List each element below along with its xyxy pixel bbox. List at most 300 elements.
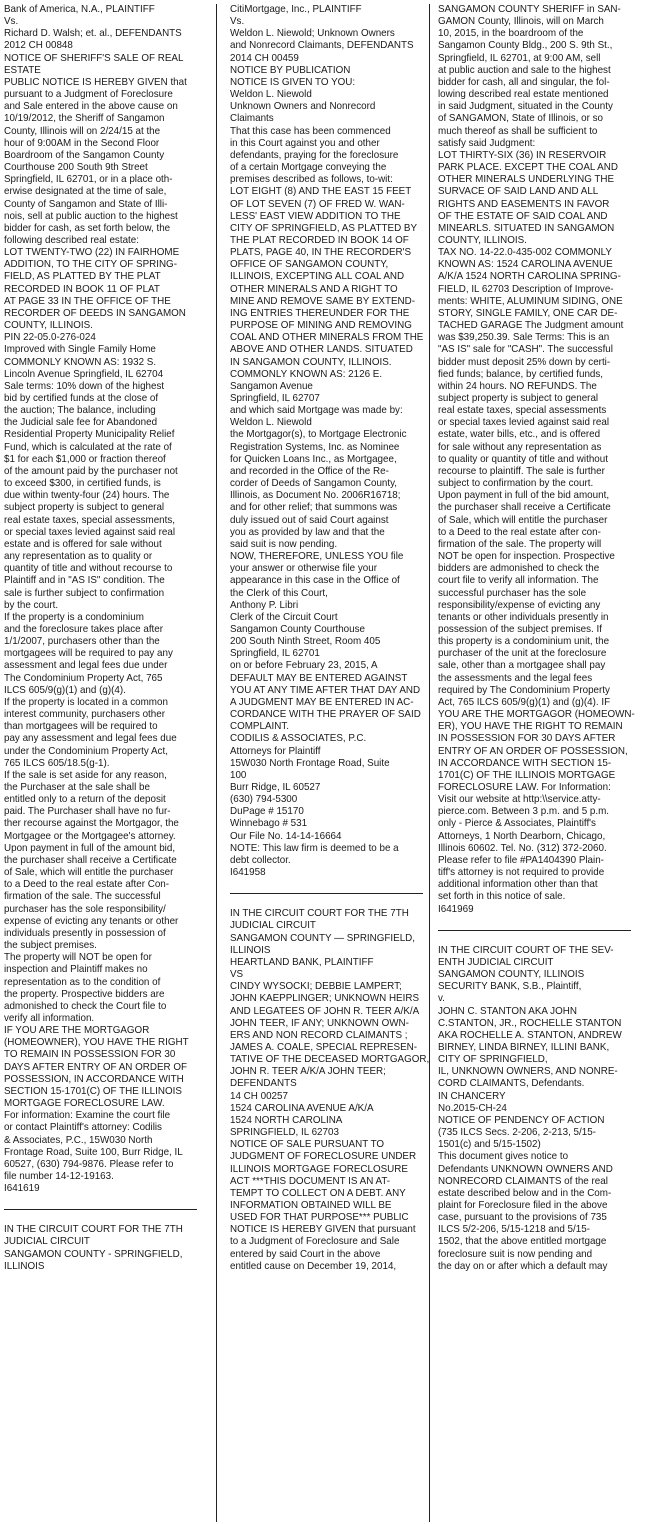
- notice-line: NONRECORD CLAIMANTS of the real: [438, 1175, 608, 1187]
- notice-line: LOT EIGHT (8) AND THE EAST 15 FEET: [230, 186, 412, 198]
- notice-line: 1501(c) and 5/15-1502): [438, 1139, 541, 1151]
- notice-line: ER), YOU HAVE THE RIGHT TO REMAIN: [438, 721, 623, 733]
- notice-line: estate described below and in the Com-: [438, 1187, 612, 1199]
- notice-line: duly issued out of said Court against: [230, 514, 389, 526]
- notice-line: Springfield, IL 62701: [230, 648, 320, 660]
- notice-line: TEMPT TO COLLECT ON A DEBT. ANY: [230, 1187, 406, 1199]
- notice-line: Upon payment in full of the amount bid,: [4, 842, 176, 854]
- notice-line: bidder must deposit 25% down by certi-: [438, 356, 611, 368]
- notice-line: 1701(C) OF THE ILLINOIS MORTGAGE: [438, 769, 616, 781]
- notice-line: successful purchaser has the sole: [438, 587, 587, 599]
- notice-line: OFFICE OF SANGAMON COUNTY,: [230, 259, 389, 271]
- notice-line: due within twenty-four (24) hours. The: [4, 490, 170, 502]
- notice-line: case, pursuant to the provisions of 735: [438, 1212, 607, 1224]
- notice-line: SURVACE OF SAID LAND AND ALL: [438, 186, 599, 198]
- notice-line: FIELD, AS PLATTED BY THE PLAT: [4, 271, 161, 283]
- notice-line: the assessments and the legal fees: [438, 672, 593, 684]
- notice-line: Plaintiff and in "AS IS" condition. The: [4, 575, 165, 587]
- notice-line: CitiMortgage, Inc., PLAINTIFF: [230, 4, 362, 15]
- notice-line: (HOMEOWNER), YOU HAVE THE RIGHT: [4, 1037, 189, 1049]
- notice-line: possession of the subject premises. If: [438, 623, 602, 635]
- notice-line: assessment and legal fees due under: [4, 660, 168, 672]
- notice-line: appearance in this case in the Office of: [230, 575, 400, 587]
- notice-line: INFORMATION OBTAINED WILL BE: [230, 1200, 392, 1211]
- notice-line: If the property is located in a common: [4, 696, 168, 708]
- notice-line: SANGAMON COUNTY - SPRINGFIELD,: [4, 1248, 183, 1260]
- notice-line: Frontage Road, Suite 100, Burr Ridge, IL: [4, 1146, 183, 1158]
- notice-line: for sale without any representation as: [438, 441, 602, 453]
- notice-line: SANGAMON COUNTY — SPRINGFIELD,: [230, 932, 415, 944]
- notice-line: Lincoln Avenue Springfield, IL 62704: [4, 368, 164, 380]
- notice-line: Springfield, IL 62707: [230, 393, 320, 404]
- notice-line: 1502, that the above entitled mortgage: [438, 1236, 607, 1248]
- notice-line: in this Court against you and other: [230, 137, 380, 149]
- notice-line: AND LEGATEES OF JOHN R. TEER A/K/A: [230, 1005, 420, 1017]
- notice-line: IN THE CIRCUIT COURT OF THE SEV-: [438, 944, 614, 956]
- notice-line: NOTICE BY PUBLICATION: [230, 64, 351, 76]
- notice-line: That this case has been commenced: [230, 125, 391, 137]
- notice-line: NOT be open for inspection. Prospective: [438, 551, 615, 563]
- notice-line: responsibility/expense of evicting any: [438, 599, 601, 611]
- notice-line: No.2015-CH-24: [438, 1102, 507, 1114]
- legal-notice: [230, 908, 433, 1273]
- notice-line: Winnebago # 531: [230, 818, 308, 830]
- notice-line: FIELD, IL 62703 Description of Improve-: [438, 283, 614, 295]
- notice-line: NOTICE IS HEREBY GIVEN that pursuant: [230, 1224, 416, 1236]
- notice-line: Registration Systems, Inc. as Nominee: [230, 441, 400, 453]
- notice-line: file number 14-12-19163.: [4, 1171, 114, 1182]
- notice-line: I641969: [438, 903, 474, 915]
- notice-line: CORDANCE WITH THE PRAYER OF SAID: [230, 709, 421, 721]
- notice-line: SECURITY BANK, S.B., Plaintiff,: [438, 981, 582, 993]
- notice-line: Sangamon County Bldg., 200 S. 9th St.,: [438, 40, 613, 52]
- notice-line: tiff's attorney is not required to provide: [438, 867, 605, 879]
- notice-line: nois, sell at public auction to the highest: [4, 210, 178, 222]
- notice-line: to a Deed to the real estate after Con-: [4, 879, 170, 891]
- notice-line: additional information other than that: [438, 879, 598, 891]
- notice-line: Attorneys for Plaintiff: [230, 745, 321, 757]
- notice-line: debt collector.: [230, 854, 291, 866]
- notice-line: Sangamon County Courthouse: [230, 623, 365, 635]
- notice-line: If the sale is set aside for any reason,: [4, 769, 167, 781]
- notice-line: Springfield, IL 62701, at 9:00 AM, sell: [438, 52, 601, 64]
- notice-line: purchaser of the unit at the foreclosure: [438, 648, 607, 660]
- notice-line: 2014 CH 00459: [230, 52, 299, 64]
- notice-line: interest community, purchasers other: [4, 709, 166, 721]
- notice-line: the subject premises.: [4, 940, 97, 952]
- notice-line: ADDITION, TO THE CITY OF SPRING-: [4, 259, 177, 271]
- legal-notice: [4, 4, 207, 1195]
- notice-line: bidders are admonished to check the: [438, 563, 600, 575]
- notice-line: I641619: [4, 1183, 40, 1195]
- notice-line: ERS AND NON RECORD CLAIMANTS ;: [230, 1029, 408, 1041]
- notice-line: AT PAGE 33 IN THE OFFICE OF THE: [4, 295, 171, 307]
- notice-line: estate, water bills, etc., and is offered: [438, 429, 601, 441]
- notice-line: foreclosure suit is now pending and: [438, 1248, 593, 1260]
- notice-line: CITY OF SPRINGFIELD,: [438, 1054, 548, 1066]
- notice-line: Sangamon Avenue: [230, 380, 313, 392]
- notice-line: COUNTY, ILLINOIS.: [438, 234, 527, 246]
- notice-line: Act, 765 ILCS 605/9(g)(1) and (g)(4). IF: [438, 696, 611, 708]
- notice-line: or special taxes levied against said real: [438, 417, 610, 429]
- notice-line: GAMON County, Illinois, will on March: [438, 16, 604, 28]
- notice-line: Our File No. 14-14-16664: [230, 830, 342, 842]
- notice-line: under the Condominium Property Act,: [4, 745, 168, 757]
- notice-line: ILLINOIS MORTGAGE FORECLOSURE: [230, 1163, 408, 1175]
- notice-line: POSSESSION, IN ACCORDANCE WITH: [4, 1073, 184, 1085]
- notice-line: This document gives notice to: [438, 1151, 569, 1163]
- notice-line: subject property is subject to general: [4, 502, 165, 514]
- notice-line: JOHN TEER, IF ANY; UNKNOWN OWN-: [230, 1017, 409, 1029]
- notice-line: v.: [438, 993, 445, 1005]
- notice-line: pierce.com. Between 3 p.m. and 5 p.m.: [438, 806, 610, 818]
- notice-line: the property. Prospective bidders are: [4, 988, 165, 1000]
- notice-line: or special taxes levied against said real: [4, 526, 176, 538]
- notice-line: TAX NO. 14-22.0-435-002 COMMONLY: [438, 247, 612, 259]
- notice-line: MINE AND REMOVE SAME BY EXTEND-: [230, 295, 416, 307]
- notice-line: Weldon L. Niewold: [230, 89, 312, 101]
- notice-line: 10/19/2012, the Sheriff of Sangamon: [4, 113, 165, 125]
- notice-line: SANGAMON COUNTY, ILLINOIS: [438, 969, 585, 981]
- notice-line: IN SANGAMON COUNTY, ILLINOIS.: [230, 356, 392, 368]
- notice-separator: [438, 930, 631, 931]
- notice-line: individuals presently in possession of: [4, 927, 166, 939]
- notice-line: ACT ***THIS DOCUMENT IS AN AT-: [230, 1175, 391, 1187]
- notice-line: and the foreclosure takes place after: [4, 623, 164, 635]
- notice-line: 1524 CAROLINA AVENUE A/K/A: [230, 1102, 374, 1114]
- notice-line: your answer or otherwise file your: [230, 563, 377, 575]
- notice-line: on or before February 23, 2015, A: [230, 660, 378, 672]
- notice-line: NOTICE OF SALE PURSUANT TO: [230, 1139, 385, 1151]
- notice-line: DAYS AFTER ENTRY OF AN ORDER OF: [4, 1061, 188, 1073]
- notice-line: verify all information.: [4, 1012, 95, 1024]
- legal-notice: [438, 4, 641, 916]
- notice-line: Richard D. Walsh; et. al., DEFENDANTS: [4, 28, 182, 40]
- notice-line: of the amount paid by the purchaser not: [4, 465, 178, 477]
- notice-line: Anthony P. Libri: [230, 599, 299, 611]
- notice-line: Bank of America, N.A., PLAINTIFF: [4, 4, 155, 15]
- notice-line: FORECLOSURE LAW. For Information:: [438, 782, 611, 793]
- notice-line: JUDICIAL CIRCUIT: [4, 1236, 90, 1248]
- notice-line: RECORDER OF DEEDS IN SANGAMON: [4, 307, 186, 319]
- notice-line: 200 South Ninth Street, Room 405: [230, 636, 381, 648]
- notice-line: the purchaser shall receive a Certificate: [438, 502, 611, 514]
- notice-line: PIN 22-05.0-276-024: [4, 332, 96, 344]
- notice-line: JOHN C. STANTON AKA JOHN: [438, 1005, 577, 1017]
- notice-line: entered by said Court in the above: [230, 1248, 381, 1260]
- notice-line: any representation as to quality or: [4, 551, 153, 563]
- notice-line: said suit is now pending.: [230, 538, 338, 550]
- notice-line: ILCS 5/2-206, 5/15-1218 and 5/15-: [438, 1224, 590, 1236]
- notice-line: expense of evicting any tenants or other: [4, 915, 179, 927]
- notice-line: $1 for each $1,000 or fraction thereof: [4, 453, 166, 465]
- notice-line: and Nonrecord Claimants, DEFENDANTS: [230, 40, 414, 52]
- column-3: [438, 4, 641, 1520]
- notice-line: sale is further subject to confirmation: [4, 587, 165, 599]
- notice-line: by the court.: [4, 599, 59, 611]
- notice-line: mortgagees will be required to pay any: [4, 648, 173, 660]
- notice-line: RIGHTS AND EASEMENTS IN FAVOR: [438, 198, 610, 210]
- notice-line: sale, other than a mortgagee shall pay: [438, 660, 606, 672]
- notice-line: ABOVE AND OTHER LANDS. SITUATED: [230, 344, 413, 356]
- notice-line: real estate taxes, special assessments,: [4, 514, 176, 526]
- notice-line: admonished to check the Court file to: [4, 1000, 167, 1012]
- notice-line: defendants, praying for the foreclosure: [230, 149, 399, 161]
- notice-line: and Sale entered in the above cause on: [4, 101, 178, 113]
- notice-line: entitled only to a return of the deposit: [4, 794, 166, 806]
- notice-line: the Mortgagor(s), to Mortgage Electronic: [230, 429, 407, 441]
- notice-line: of SANGAMON, State of Illinois, or so: [438, 113, 603, 125]
- notice-line: 765 ILCS 605/18.5(g-1).: [4, 757, 110, 769]
- notice-line: OTHER MINERALS UNDERLYING THE: [438, 174, 615, 186]
- notice-line: (735 ILCS Secs. 2-206, 2-213, 5/15-: [438, 1127, 596, 1139]
- notice-line: IF YOU ARE THE MORTGAGOR: [4, 1025, 150, 1037]
- notice-line: and which said Mortgage was made by:: [230, 405, 403, 417]
- notice-line: PURPOSE OF MINING AND REMOVING: [230, 320, 412, 332]
- notice-line: Sale terms: 10% down of the highest: [4, 380, 165, 392]
- notice-line: of Sale, which will entitle the purchaser: [438, 514, 608, 526]
- notice-line: VS: [230, 969, 244, 981]
- notice-line: LOT THIRTY-SIX (36) IN RESERVOIR: [438, 149, 607, 161]
- notice-line: Please refer to file #PA1404390 Plain-: [438, 854, 604, 866]
- notice-line: DEFENDANTS: [230, 1078, 297, 1090]
- notice-line: ILCS 605/9(g)(1) and (g)(4).: [4, 684, 126, 696]
- notice-line: within 24 hours. NO REFUNDS. The: [438, 380, 597, 392]
- notice-line: only - Pierce & Associates, Plaintiff's: [438, 818, 596, 830]
- notice-line: subject to confirmation by the court.: [438, 478, 594, 490]
- notice-line: bidder for cash, as set forth below, the: [4, 222, 171, 234]
- notice-line: C.STANTON, JR., ROCHELLE STANTON: [438, 1017, 622, 1029]
- notice-line: AKA ROCHELLE A. STANTON, ANDREW: [438, 1029, 622, 1041]
- notice-line: pursuant to a Judgment of Foreclosure: [4, 89, 173, 101]
- notice-line: PUBLIC NOTICE IS HEREBY GIVEN that: [4, 76, 187, 88]
- notice-line: to a Deed to the real estate after con-: [438, 526, 601, 538]
- notice-line: Defendants UNKNOWN OWNERS AND: [438, 1163, 613, 1175]
- notice-line: bidder for cash, all and singular, the fol-: [438, 76, 610, 88]
- notice-line: NOTICE OF PENDENCY OF ACTION: [438, 1114, 605, 1126]
- notice-line: 2012 CH 00848: [4, 40, 73, 52]
- notice-line: the Judicial sale fee for Abandoned: [4, 417, 158, 429]
- notice-line: JAMES A. COALE, SPECIAL REPRESEN-: [230, 1041, 418, 1053]
- notice-line: erwise designated at the time of sale,: [4, 186, 167, 198]
- notice-line: BIRNEY, LINDA BIRNEY, ILLINI BANK,: [438, 1041, 610, 1053]
- notice-line: Clerk of the Circuit Court: [230, 611, 338, 623]
- notice-line: or contact Plaintiff's attorney: Codilis: [4, 1122, 162, 1134]
- notice-line: The Condominium Property Act, 765: [4, 672, 163, 684]
- notice-line: COMPLAINT.: [230, 721, 290, 733]
- notice-line: ILLINOIS: [4, 1260, 45, 1272]
- notice-line: to a Judgment of Foreclosure and Sale: [230, 1236, 400, 1248]
- notice-separator: [4, 1209, 197, 1210]
- notice-line: of a certain Mortgage conveying the: [230, 162, 387, 174]
- notice-line: 1524 NORTH CAROLINA: [230, 1114, 343, 1126]
- notice-line: firmation of the sale. The property will: [438, 538, 602, 550]
- notice-line: ESTATE: [4, 64, 41, 76]
- notice-line: NOTE: This law firm is deemed to be a: [230, 842, 399, 854]
- notice-line: 1/1/2007, purchasers other than the: [4, 636, 160, 648]
- notice-line: fied funds; balance, by certified funds,: [438, 368, 604, 380]
- notice-line: subject property is subject to general: [438, 393, 599, 404]
- notice-line: TACHED GARAGE The Judgment amount: [438, 320, 624, 332]
- notice-line: Visit our website at http:\\service.atty-: [438, 794, 601, 806]
- notice-line: For information: Examine the court file: [4, 1110, 171, 1122]
- notice-line: pay any assessment and legal fees due: [4, 733, 177, 745]
- notice-line: satisfy said Judgment:: [438, 137, 536, 149]
- notice-line: required by The Condominium Property: [438, 684, 610, 696]
- notice-line: estate and is offered for sale without: [4, 538, 162, 550]
- notice-line: IN THE CIRCUIT COURT FOR THE 7TH: [4, 1224, 183, 1236]
- notice-line: Burr Ridge, IL 60527: [230, 782, 321, 793]
- notice-line: Upon payment in full of the bid amount,: [438, 490, 610, 502]
- notice-line: NOTICE OF SHERIFF'S SALE OF REAL: [4, 52, 184, 64]
- column-2: [230, 4, 433, 1520]
- notice-line: COUNTY, ILLINOIS.: [4, 320, 93, 332]
- notice-line: bid by certified funds at the close of: [4, 393, 159, 404]
- notice-line: OTHER MINERALS AND A RIGHT TO: [230, 283, 398, 295]
- notice-line: THE PLAT RECORDED IN BOOK 14 OF: [230, 234, 409, 246]
- notice-line: of Sale, which will entitle the purchaser: [4, 867, 174, 879]
- notice-line: court file to verify all information. The: [438, 575, 599, 587]
- notice-line: 60527, (630) 794-9876. Please refer to: [4, 1158, 174, 1170]
- notice-line: Residential Property Municipality Relief: [4, 429, 175, 441]
- notice-line: and recorded in the Office of the Re-: [230, 465, 389, 477]
- notice-line: than mortgagees will be required to: [4, 721, 158, 733]
- notice-line: representation as to the condition of: [4, 976, 161, 988]
- notice-line: was $39,250.39. Sale Terms: This is an: [438, 332, 610, 344]
- notice-line: JUDICIAL CIRCUIT: [230, 920, 316, 932]
- notice-line: CODILIS & ASSOCIATES, P.C.: [230, 733, 367, 745]
- notice-line: STORY, SINGLE FAMILY, ONE CAR DE-: [438, 307, 618, 319]
- legal-notice: [4, 1224, 207, 1273]
- notice-line: COMMONLY KNOWN AS: 1932 S.: [4, 356, 157, 368]
- notice-line: at public auction and sale to the highest: [438, 64, 611, 76]
- notice-line: Boardroom of the Sangamon County: [4, 149, 165, 161]
- notice-line: tenants or other individuals presently in: [438, 611, 609, 623]
- notice-line: purchaser has the sole responsibility/: [4, 903, 166, 915]
- notice-line: Weldon L. Niewold; Unknown Owners: [230, 28, 395, 40]
- notice-line: Springfield, IL 62701, or in a place oth-: [4, 174, 173, 186]
- notice-line: ING ENTRIES THEREUNDER FOR THE: [230, 307, 410, 319]
- notice-line: MINEARLS. SITUATED IN SANGAMON: [438, 222, 615, 234]
- notice-line: ENTH JUDICIAL CIRCUIT: [438, 956, 554, 968]
- notice-separator: [230, 893, 423, 894]
- notice-line: SANGAMON COUNTY SHERIFF in SAN-: [438, 4, 621, 15]
- notice-line: set forth in this notice of sale.: [438, 891, 566, 903]
- notice-line: premises described as follows, to-wit:: [230, 174, 393, 186]
- notice-line: County of Sangamon and State of Illi-: [4, 198, 168, 210]
- notice-line: OF LOT SEVEN (7) OF FRED W. WAN-: [230, 198, 405, 210]
- notice-line: RECORDED IN BOOK 11 OF PLAT: [4, 283, 160, 295]
- notice-line: Fund, which is calculated at the rate of: [4, 441, 172, 453]
- notice-line: Improved with Single Family Home: [4, 344, 156, 356]
- notice-line: 10, 2015, in the boardroom of the: [438, 28, 584, 40]
- notice-line: firmation of the sale. The successful: [4, 891, 161, 903]
- notice-line: The property will NOT be open for: [4, 952, 152, 964]
- notice-line: Illinois, as Document No. 2006R16718;: [230, 490, 401, 502]
- notice-line: much thereof as shall be sufficient to: [438, 125, 598, 137]
- notice-line: Illinois 60602. Tel. No. (312) 372-2060.: [438, 842, 607, 854]
- notice-line: County, Illinois will on 2/24/15 at the: [4, 125, 161, 137]
- notice-line: ENTRY OF AN ORDER OF POSSESSION,: [438, 745, 628, 757]
- notice-line: & Associates, P.C., 15W030 North: [4, 1134, 153, 1146]
- notice-line: DuPage # 15170: [230, 806, 304, 818]
- notice-line: IN ACCORDANCE WITH SECTION 15-: [438, 757, 612, 769]
- notice-line: Vs.: [230, 16, 245, 28]
- notice-line: PARK PLACE. EXCEPT THE COAL AND: [438, 162, 618, 174]
- notice-line: ILLINOIS: [230, 944, 271, 956]
- notice-line: (630) 794-5300: [230, 794, 298, 806]
- notice-line: "AS IS" sale for "CASH". The successful: [438, 344, 613, 356]
- legal-notice: [438, 945, 641, 1273]
- notice-line: the purchaser shall receive a Certificate: [4, 854, 177, 866]
- notice-line: USED FOR THAT PURPOSE*** PUBLIC: [230, 1212, 409, 1224]
- notice-line: and for other relief; that summons was: [230, 502, 398, 514]
- column-divider: [429, 4, 430, 1522]
- notice-line: IN THE CIRCUIT COURT FOR THE 7TH: [230, 908, 409, 920]
- notice-line: recourse to plaintiff. The sale is further: [438, 465, 605, 477]
- notice-line: TATIVE OF THE DECEASED MORTGAGOR,: [230, 1054, 430, 1066]
- notice-line: PLATS, PAGE 40, IN THE RECORDER'S: [230, 247, 412, 259]
- notice-line: A/K/A 1524 NORTH CAROLINA SPRING-: [438, 271, 621, 283]
- notice-line: real estate taxes, special assessments: [438, 405, 607, 417]
- notice-line: HEARTLAND BANK, PLAINTIFF: [230, 956, 374, 968]
- notice-line: Attorneys, 1 North Dearborn, Chicago,: [438, 830, 606, 842]
- notice-line: in said Judgment, situated in the County: [438, 101, 613, 113]
- notice-line: Claimants: [230, 113, 274, 125]
- notice-line: A JUDGMENT MAY BE ENTERED IN AC-: [230, 696, 414, 708]
- notice-line: JUDGMENT OF FORECLOSURE UNDER: [230, 1151, 417, 1163]
- notice-line: Courthouse 200 South 9th Street: [4, 162, 148, 174]
- notice-line: for Quicken Loans Inc., as Mortgagee,: [230, 453, 397, 465]
- notice-line: OF THE ESTATE OF SAID COAL AND: [438, 210, 608, 222]
- notice-line: CINDY WYSOCKI; DEBBIE LAMPERT;: [230, 981, 402, 993]
- notice-line: ments: WHITE, ALUMINUM SIDING, ONE: [438, 295, 623, 307]
- notice-line: KNOWN AS: 1524 CAROLINA AVENUE: [438, 259, 613, 271]
- notice-line: SPRINGFIELD, IL 62703: [230, 1127, 339, 1139]
- notice-line: 14 CH 00257: [230, 1090, 288, 1102]
- column-divider: [216, 4, 217, 1522]
- notice-line: I641958: [230, 867, 266, 879]
- notice-line: NOTICE IS GIVEN TO YOU:: [230, 76, 356, 88]
- column-1: [4, 4, 207, 1520]
- notice-line: MORTGAGE FORECLOSURE LAW.: [4, 1098, 165, 1110]
- notice-line: NOW, THEREFORE, UNLESS YOU file: [230, 551, 404, 563]
- notice-line: IN CHANCERY: [438, 1090, 506, 1102]
- notice-line: corder of Deeds of Sangamon County,: [230, 478, 398, 490]
- notice-line: to quality or quantity of title and without: [438, 453, 608, 465]
- notice-line: the Clerk of this Court,: [230, 587, 328, 599]
- notice-line: YOU ARE THE MORTGAGOR (HOMEOWN-: [438, 709, 635, 721]
- notice-line: the Purchaser at the sale shall be: [4, 782, 150, 793]
- notice-line: entitled cause on December 19, 2014,: [230, 1260, 397, 1272]
- notice-line: IN POSSESSION FOR 30 DAYS AFTER: [438, 733, 616, 745]
- notice-line: Unknown Owners and Nonrecord: [230, 101, 376, 113]
- notice-line: paid. The Purchaser shall have no fur-: [4, 806, 171, 818]
- notice-line: to exceed $300, in certified funds, is: [4, 478, 161, 490]
- notice-line: Vs.: [4, 16, 19, 28]
- notice-line: IL, UNKNOWN OWNERS, AND NONRE-: [438, 1066, 618, 1078]
- notice-line: COAL AND OTHER MINERALS FROM THE: [230, 332, 424, 344]
- notice-line: LOT TWENTY-TWO (22) IN FAIRHOME: [4, 247, 180, 259]
- notice-line: ILLINOIS, EXCEPTING ALL COAL AND: [230, 271, 405, 283]
- notice-line: quantity of title and without recourse to: [4, 563, 173, 575]
- notice-line: 15W030 North Frontage Road, Suite: [230, 757, 390, 769]
- notice-line: the auction; The balance, including: [4, 405, 156, 417]
- notice-line: the day on or after which a default may: [438, 1260, 608, 1272]
- notice-line: DEFAULT MAY BE ENTERED AGAINST: [230, 672, 408, 684]
- notice-line: you as provided by law and that the: [230, 526, 385, 538]
- notice-line: TO REMAIN IN POSSESSION FOR 30: [4, 1049, 176, 1061]
